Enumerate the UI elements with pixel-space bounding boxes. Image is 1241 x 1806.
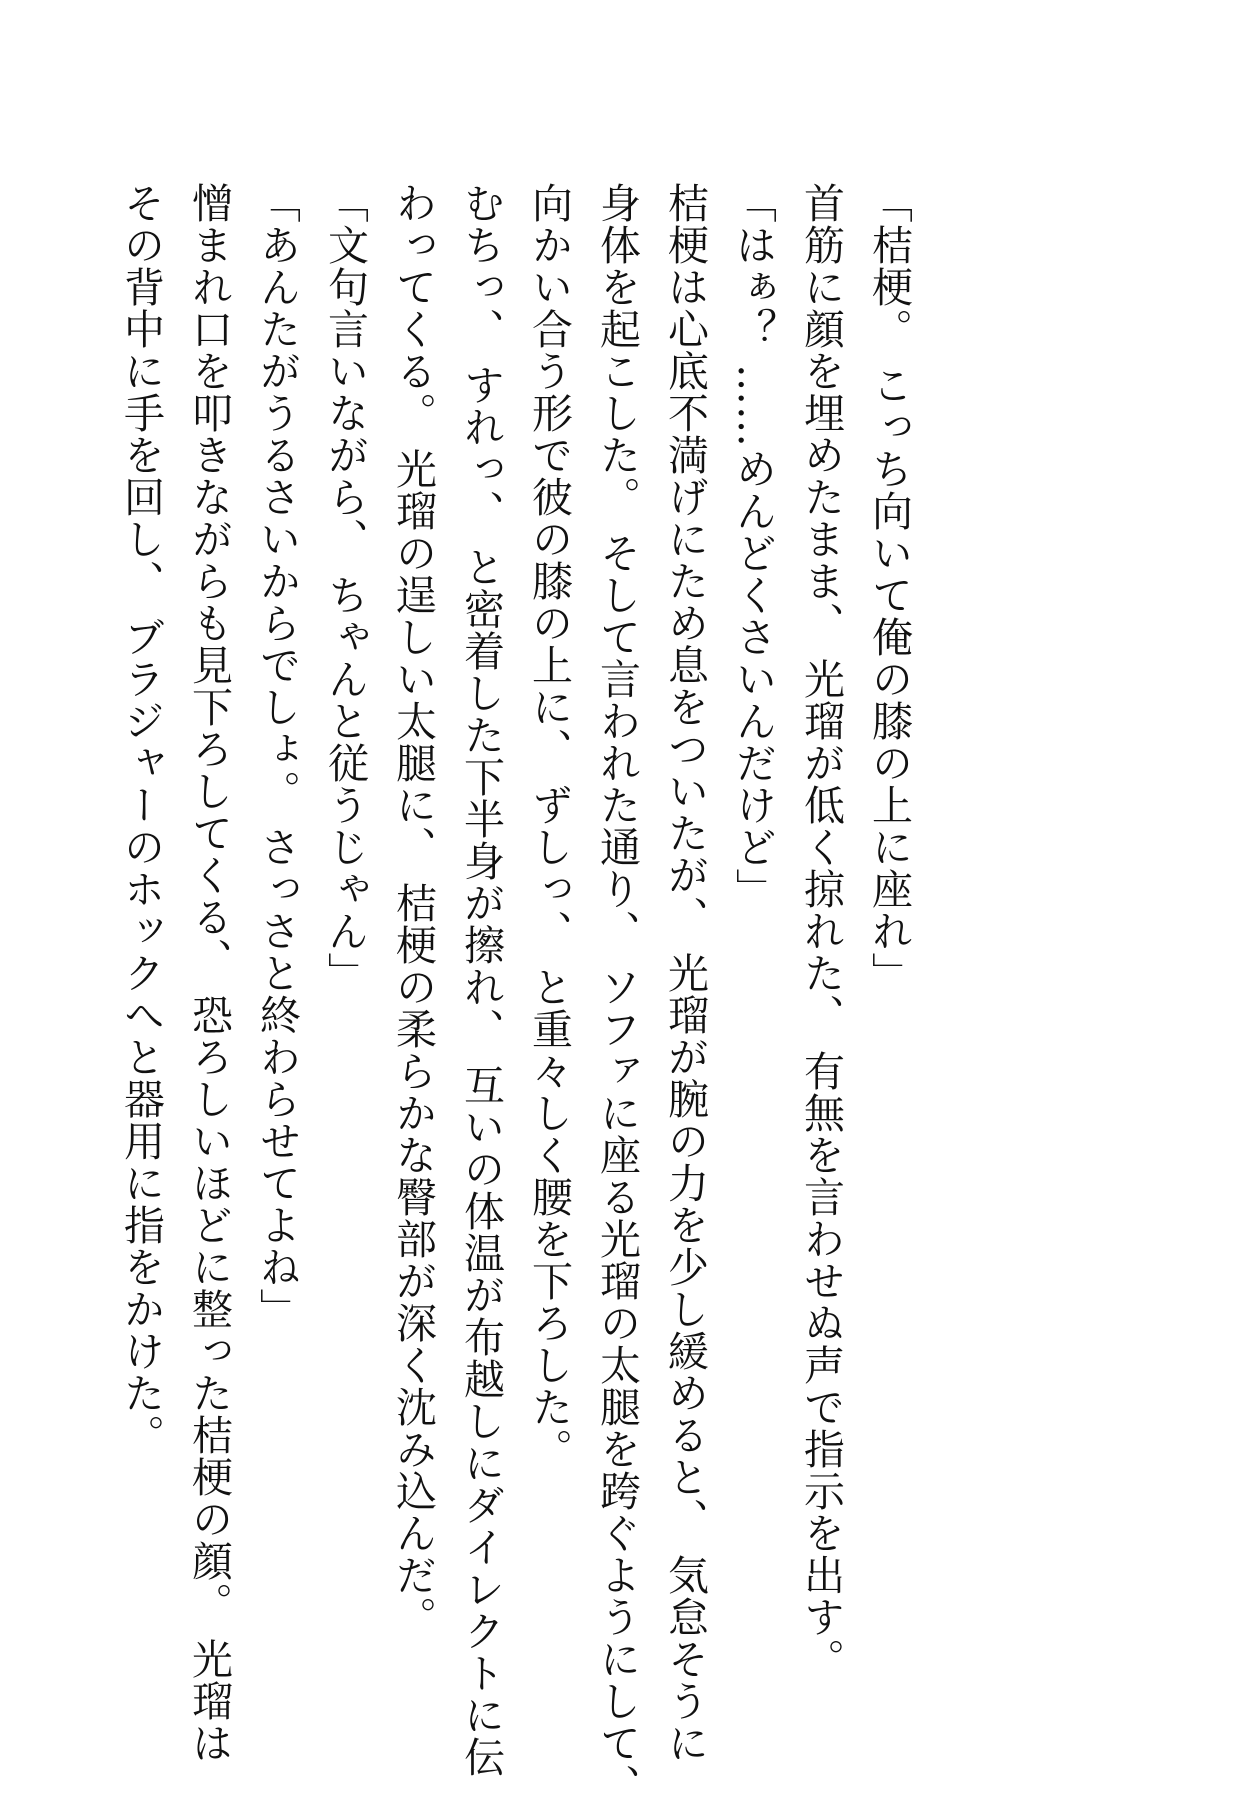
text-line: 「あんたがうるさいからでしょ。 さっさと終わらせてよね」 [253,182,301,1331]
text-line: 憎まれ口を叩きながらも見下ろしてくる、 恐ろしいほどに整った桔梗の顔。 光瑠は [185,182,233,1765]
text-line: 桔梗は心底不満げにため息をついたが、 光瑠が腕の力を少し緩めると、 気怠そうに [661,182,709,1765]
text-line: 首筋に顔を埋めたまま、 光瑠が低く掠れた、 有無を言わせぬ声で指示を出す。 [797,182,845,1681]
text-line: 「文句言いながら、 ちゃんと従うじゃん」 [321,182,369,995]
body-text [107,182,923,1806]
text-line: その背中に手を回し、 ブラジャーのホックへと器用に指をかけた。 [117,182,165,1457]
text-line: わってくる。 光瑠の逞しい太腿に、 桔梗の柔らかな臀部が深く沈み込んだ。 [389,182,437,1639]
text-line: 身体を起こした。 そして言われた通り、 ソファに座る光瑠の太腿を跨ぐようにして、 [593,182,641,1806]
text-line: 「はぁ？ ……めんどくさいんだけど」 [729,182,777,911]
text-line: むちっ、 すれっ、 と密着した下半身が擦れ、 互いの体温が布越しにダイレクトに伝 [457,182,505,1779]
text-line: 向かい合う形で彼の膝の上に、 ずしっ、 と重々しく腰を下ろした。 [525,182,573,1471]
text-line: 「桔梗。 こっち向いて俺の膝の上に座れ」 [865,182,913,995]
